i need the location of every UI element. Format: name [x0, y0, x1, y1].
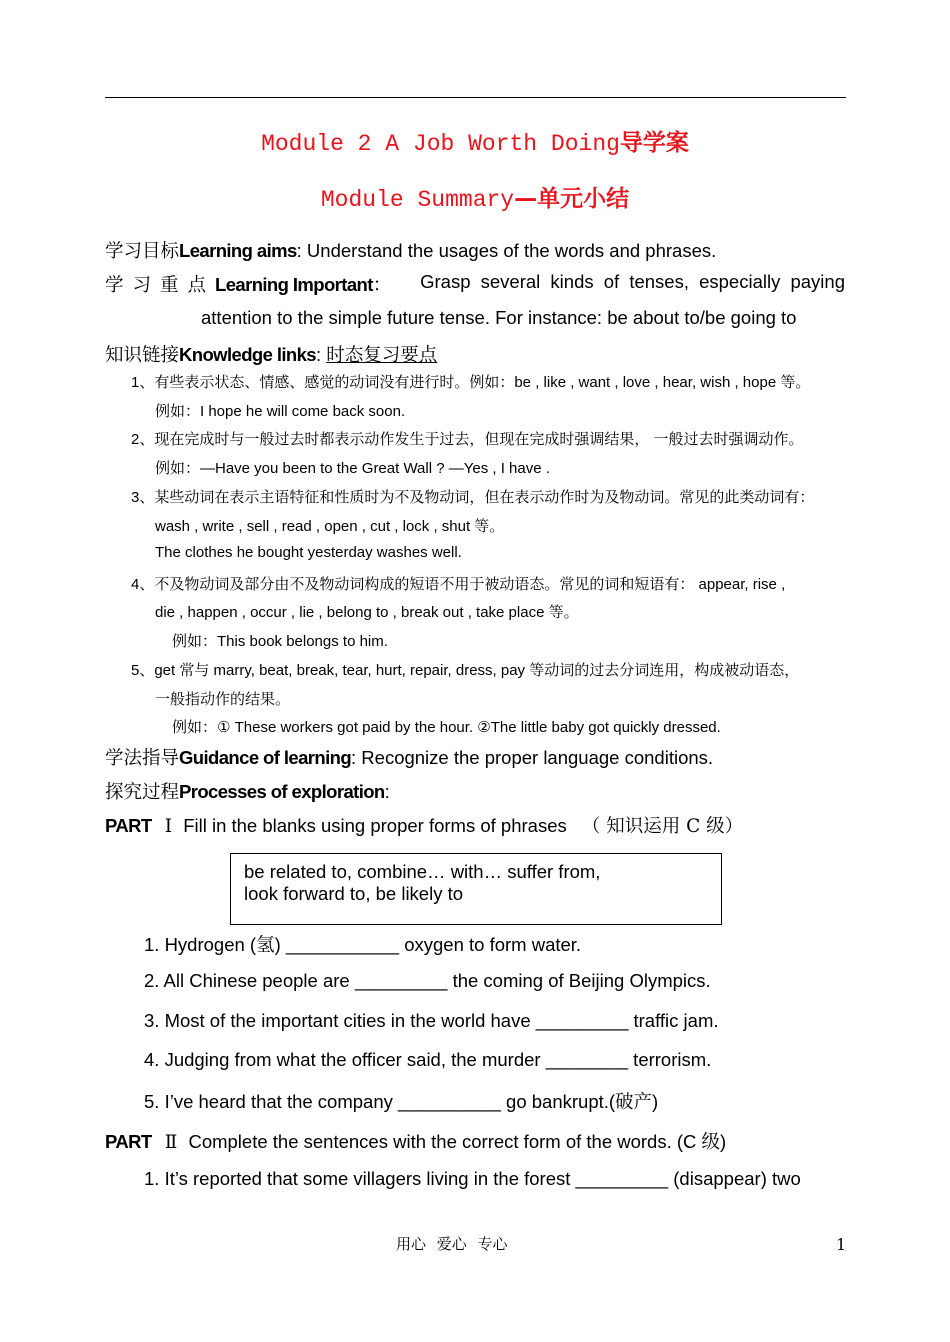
- knowledge-label-cn: 知识链接: [105, 345, 180, 366]
- document-subtitle: [0, 180, 950, 213]
- important-sep: ：: [372, 275, 392, 296]
- subtitle-chinese: —单元小结: [514, 186, 630, 212]
- phrase-box-line: look forward to, be likely to: [244, 883, 464, 904]
- important-label-cn: 学习重点: [105, 275, 216, 296]
- document-title: [0, 124, 950, 157]
- knowledge-example: 例如：① These workers got paid by the hour. ②The little baby got quickly dressed.: [172, 719, 721, 736]
- guidance-label-en: Guidance of learning: [179, 747, 352, 768]
- important-label-en: Learning Important: [215, 274, 373, 295]
- part-2-instructions: Complete the sentences with the correct form of the words. (C 级): [188, 1131, 727, 1152]
- part-1-instructions: Fill in the blanks using proper forms of phrases: [183, 815, 567, 836]
- knowledge-item: 4、不及物动词及部分由不及物动词构成的短语不用于被动语态。常见的词和短语有： appear, rise ,: [131, 576, 786, 593]
- aims-label-cn: 学习目标: [105, 241, 180, 262]
- knowledge-item: 2、现在完成时与一般过去时都表示动作发生于过去，但现在完成时强调结果， 一般过去时强调动作。: [131, 431, 804, 448]
- title-chinese: 导学案: [619, 130, 689, 156]
- knowledge-links: [105, 341, 437, 367]
- header-rule: [105, 97, 846, 98]
- process-colon: :: [384, 781, 390, 802]
- knowledge-example: The clothes he bought yesterday washes well.: [155, 544, 462, 561]
- part-1-question: 3. Most of the important cities in the world have _________ traffic jam.: [144, 1010, 719, 1031]
- part-1-level: （ 知识运用 C 级）: [581, 816, 744, 837]
- knowledge-colon: :: [315, 344, 327, 365]
- title-english: Module 2 A Job Worth Doing: [261, 131, 620, 157]
- part-2-heading: [105, 1128, 726, 1154]
- part-1-numeral: Ⅰ: [164, 816, 173, 837]
- part-2-numeral: Ⅱ: [164, 1132, 178, 1153]
- knowledge-item-cont: die , happen , occur , lie , belong to , break out , take place 等。: [155, 604, 579, 621]
- process-label-en: Processes of exploration: [179, 781, 385, 802]
- learning-important: [105, 271, 845, 297]
- part-1-heading: [105, 812, 743, 838]
- part-2-label: PART: [105, 1131, 152, 1152]
- knowledge-item-cont: 一般指动作的结果。: [155, 691, 291, 708]
- important-text-line1: Grasp several kinds of tenses, especially paying: [420, 271, 845, 292]
- phrase-box-line: be related to, combine… with… suffer from,: [244, 861, 601, 882]
- knowledge-topic: 时态复习要点: [326, 345, 438, 366]
- footer-motto: 用心 爱心 专心: [396, 1235, 508, 1253]
- part-1-question: 1. Hydrogen (氢) ___________ oxygen to form water.: [144, 934, 582, 955]
- processes-of-exploration: [105, 778, 390, 804]
- part-1-question: 2. All Chinese people are _________ the coming of Beijing Olympics.: [144, 970, 711, 991]
- phrase-box: [230, 853, 722, 925]
- knowledge-item: 3、某些动词在表示主语特征和性质时为不及物动词，但在表示动作时为及物动词。常见的此类动词有：: [131, 489, 815, 506]
- process-label-cn: 探究过程: [105, 782, 180, 803]
- aims-text: : Understand the usages of the words and phrases.: [296, 240, 717, 261]
- knowledge-item: 5、get 常与 marry, beat, break, tear, hurt, repair, dress, pay 等动词的过去分词连用，构成被动语态，: [131, 662, 800, 679]
- guidance-of-learning: [105, 744, 713, 770]
- part-2-question: 1. It’s reported that some villagers living in the forest _________ (disappear) two: [144, 1168, 801, 1189]
- knowledge-label-en: Knowledge links: [179, 344, 316, 365]
- guidance-text: : Recognize the proper language conditions.: [351, 747, 714, 768]
- part-1-question: 5. I’ve heard that the company __________ go bankrupt.(破产): [144, 1091, 659, 1112]
- knowledge-example: 例如：This book belongs to him.: [172, 633, 388, 650]
- knowledge-example: 例如：I hope he will come back soon.: [155, 403, 406, 420]
- part-1-label: PART: [105, 815, 152, 836]
- knowledge-example: 例如：—Have you been to the Great Wall ? —Yes , I have .: [155, 460, 550, 477]
- knowledge-item-cont: wash , write , sell , read , open , cut , lock , shut 等。: [155, 518, 505, 535]
- subtitle-english: Module Summary: [320, 187, 515, 213]
- page-number: 1: [836, 1235, 847, 1254]
- learning-aims: [105, 237, 716, 263]
- knowledge-item: 1、有些表示状态、情感、感觉的动词没有进行时。例如：be , like , want , love , hear, wish , hope 等。: [131, 374, 811, 391]
- important-text-line2: attention to the simple future tense. For instance: be about to/be going to: [201, 307, 797, 328]
- part-1-question: 4. Judging from what the officer said, the murder ________ terrorism.: [144, 1049, 712, 1070]
- aims-label-en: Learning aims: [179, 240, 297, 261]
- guidance-label-cn: 学法指导: [105, 748, 180, 769]
